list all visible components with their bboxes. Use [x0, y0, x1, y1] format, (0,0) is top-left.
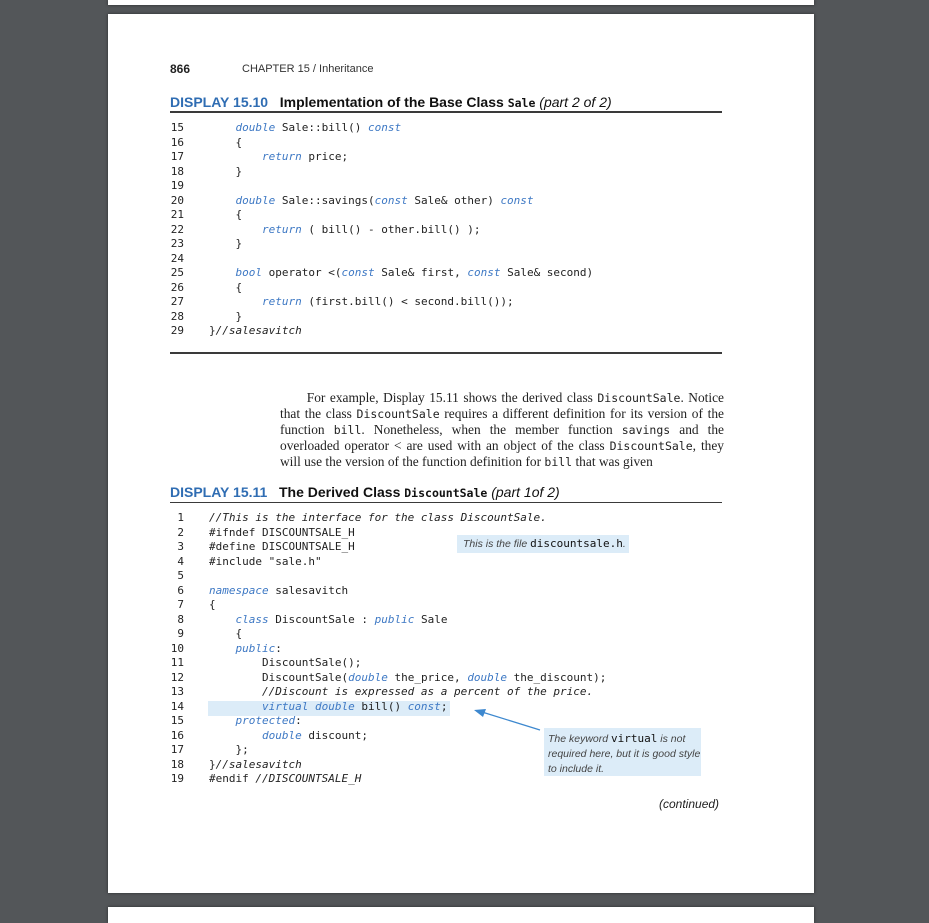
paragraph-text: that was given [572, 454, 653, 469]
paragraph-text: , they will use the version of the function definition for [280, 438, 724, 469]
code-keyword: double [348, 670, 388, 684]
previous-page-edge [108, 0, 814, 5]
virtual-note: The keyword virtual is not required here, but it is good style to include it. [548, 732, 701, 775]
code-text: ; [440, 699, 448, 713]
line-number: 19 [170, 772, 184, 785]
code-text: ( bill() - other.bill() ); [301, 222, 481, 236]
code-text: Sale& second) [500, 266, 594, 279]
paragraph-text: For example, Display 15.11 shows the derived class [306, 390, 598, 405]
code-keyword: public [235, 641, 276, 655]
code-text: } [209, 309, 243, 323]
code-text: { [209, 135, 243, 149]
code-text: DiscountSale : [268, 612, 375, 626]
code-text: } [209, 324, 216, 337]
line-number: 13 [170, 685, 184, 698]
code-text: #endif [209, 772, 256, 785]
line-number: 15 [170, 121, 184, 134]
line-number: 3 [177, 540, 184, 553]
inline-code: DiscountSale [609, 439, 693, 453]
paragraph-text: requires a different definition for its version of the function [280, 406, 724, 437]
line-number: 4 [177, 554, 184, 568]
line-number: 10 [170, 641, 184, 655]
line-number: 14 [170, 699, 184, 713]
code-text: operator <( [262, 266, 342, 279]
paragraph-text: and the overloaded operator < are used with an object of the class [280, 422, 725, 453]
code-text: DiscountSale( [209, 670, 349, 684]
line-number: 7 [177, 598, 184, 611]
code-text: } [209, 757, 216, 771]
code-keyword: return [261, 222, 302, 236]
line-number: 16 [170, 728, 184, 742]
display-class-name: DiscountSale [404, 486, 488, 500]
code-text: Sale& first, [374, 266, 468, 279]
line-number: 11 [170, 656, 184, 669]
code-text: bill() [354, 699, 408, 713]
line-number: 17 [170, 743, 184, 756]
code-comment: //Discount is expressed as a percent of the price. [261, 685, 594, 698]
display-label: DISPLAY 15.10 [170, 94, 269, 110]
code-keyword: double [235, 121, 276, 134]
code-keyword: namespace [209, 583, 269, 597]
line-number: 16 [170, 135, 184, 149]
paragraph-text: . Nonetheless, when the member function [361, 422, 622, 437]
line-number: 1 [177, 511, 184, 524]
code-comment: //salesavitch [215, 757, 302, 771]
line-number: 21 [170, 208, 184, 221]
code-text: Sale [414, 612, 448, 626]
code-text: { [209, 208, 243, 221]
code-keyword: public [374, 612, 415, 626]
code-text: Sale::bill() [275, 121, 368, 134]
line-number: 29 [170, 324, 184, 337]
code-keyword: double [235, 193, 276, 207]
line-number: 18 [170, 757, 184, 771]
document-page [108, 14, 814, 893]
display-part: (part 2 of 2) [539, 94, 612, 110]
code-keyword: const [367, 121, 402, 134]
code-text: } [209, 237, 243, 250]
line-number: 8 [177, 612, 184, 626]
code-text: DiscountSale(); [209, 656, 362, 669]
code-comment: //DISCOUNTSALE_H [255, 772, 362, 785]
code-text: } [209, 164, 243, 178]
line-number: 25 [170, 266, 184, 279]
code-keyword: virtual double [261, 699, 355, 713]
code-keyword: const [341, 266, 375, 279]
code-keyword: const [467, 266, 501, 279]
file-note: This is the file discountsale.h. [463, 537, 626, 550]
code-text: { [209, 280, 243, 294]
line-number: 12 [170, 670, 184, 684]
display-class-name: Sale [507, 96, 536, 110]
inline-code: bill [544, 455, 573, 469]
code-keyword: bool [235, 266, 262, 279]
code-keyword: double [261, 728, 302, 742]
line-number: 17 [170, 150, 184, 163]
code-text: the_price, [387, 670, 468, 684]
code-keyword: const [374, 193, 408, 207]
code-text: (first.bill() < second.bill()); [301, 295, 514, 308]
code-text: Sale::savings( [275, 193, 375, 207]
inline-code: bill [333, 423, 362, 437]
running-head: CHAPTER 15 / Inheritance [242, 63, 374, 75]
code-keyword: class [235, 612, 269, 626]
line-number: 15 [170, 714, 184, 727]
code-text: Sale& other) [407, 193, 501, 207]
code-comment: //salesavitch [215, 324, 302, 337]
code-text: { [209, 627, 243, 640]
line-number: 27 [170, 295, 184, 308]
code-text: the_discount); [507, 670, 607, 684]
line-number: 9 [177, 627, 184, 640]
code-keyword: const [407, 699, 441, 713]
line-number: 18 [170, 164, 184, 178]
continued-label: (continued) [659, 797, 720, 811]
code-text: discount; [301, 728, 368, 742]
code-text: price; [301, 150, 349, 163]
display-part: (part 1of 2) [491, 484, 560, 500]
inline-code: DiscountSale [356, 407, 440, 421]
line-number: 19 [170, 179, 184, 192]
line-number: 26 [170, 280, 184, 294]
code-keyword: return [261, 150, 302, 163]
line-number: 6 [177, 583, 184, 597]
code-text: #ifndef DISCOUNTSALE_H [209, 525, 355, 539]
display-heading: The Derived Class [278, 484, 401, 500]
code-text: salesavitch [268, 583, 349, 597]
line-number: 2 [177, 525, 184, 539]
code-text: { [209, 598, 216, 611]
inline-code: savings [621, 423, 671, 437]
line-number: 20 [170, 193, 184, 207]
code-keyword: const [500, 193, 534, 207]
code-text: #define DISCOUNTSALE_H [209, 540, 355, 553]
code-text: : [275, 641, 282, 655]
code-text: }; [209, 743, 249, 756]
display-heading: Implementation of the Base Class [279, 94, 504, 110]
line-number: 28 [170, 309, 184, 323]
line-number: 5 [177, 569, 184, 582]
page-number: 866 [170, 62, 191, 76]
line-number: 24 [170, 251, 184, 265]
paragraph-text: . Notice that the class [280, 390, 725, 421]
code-keyword: double [467, 670, 508, 684]
file-name: discountsale.h [530, 537, 623, 550]
inline-code: DiscountSale [597, 391, 681, 405]
next-page-edge [108, 907, 814, 923]
line-number: 22 [170, 222, 184, 236]
code-comment: //This is the interface for the class DiscountSale. [209, 511, 547, 524]
keyword-virtual: virtual [611, 732, 658, 745]
callout-arrow [108, 14, 814, 893]
code-keyword: return [261, 295, 302, 308]
code-keyword: protected [235, 714, 296, 727]
code-text: : [295, 714, 302, 727]
display-label: DISPLAY 15.11 [170, 484, 268, 500]
code-text: #include "sale.h" [209, 554, 322, 568]
line-number: 23 [170, 237, 184, 250]
